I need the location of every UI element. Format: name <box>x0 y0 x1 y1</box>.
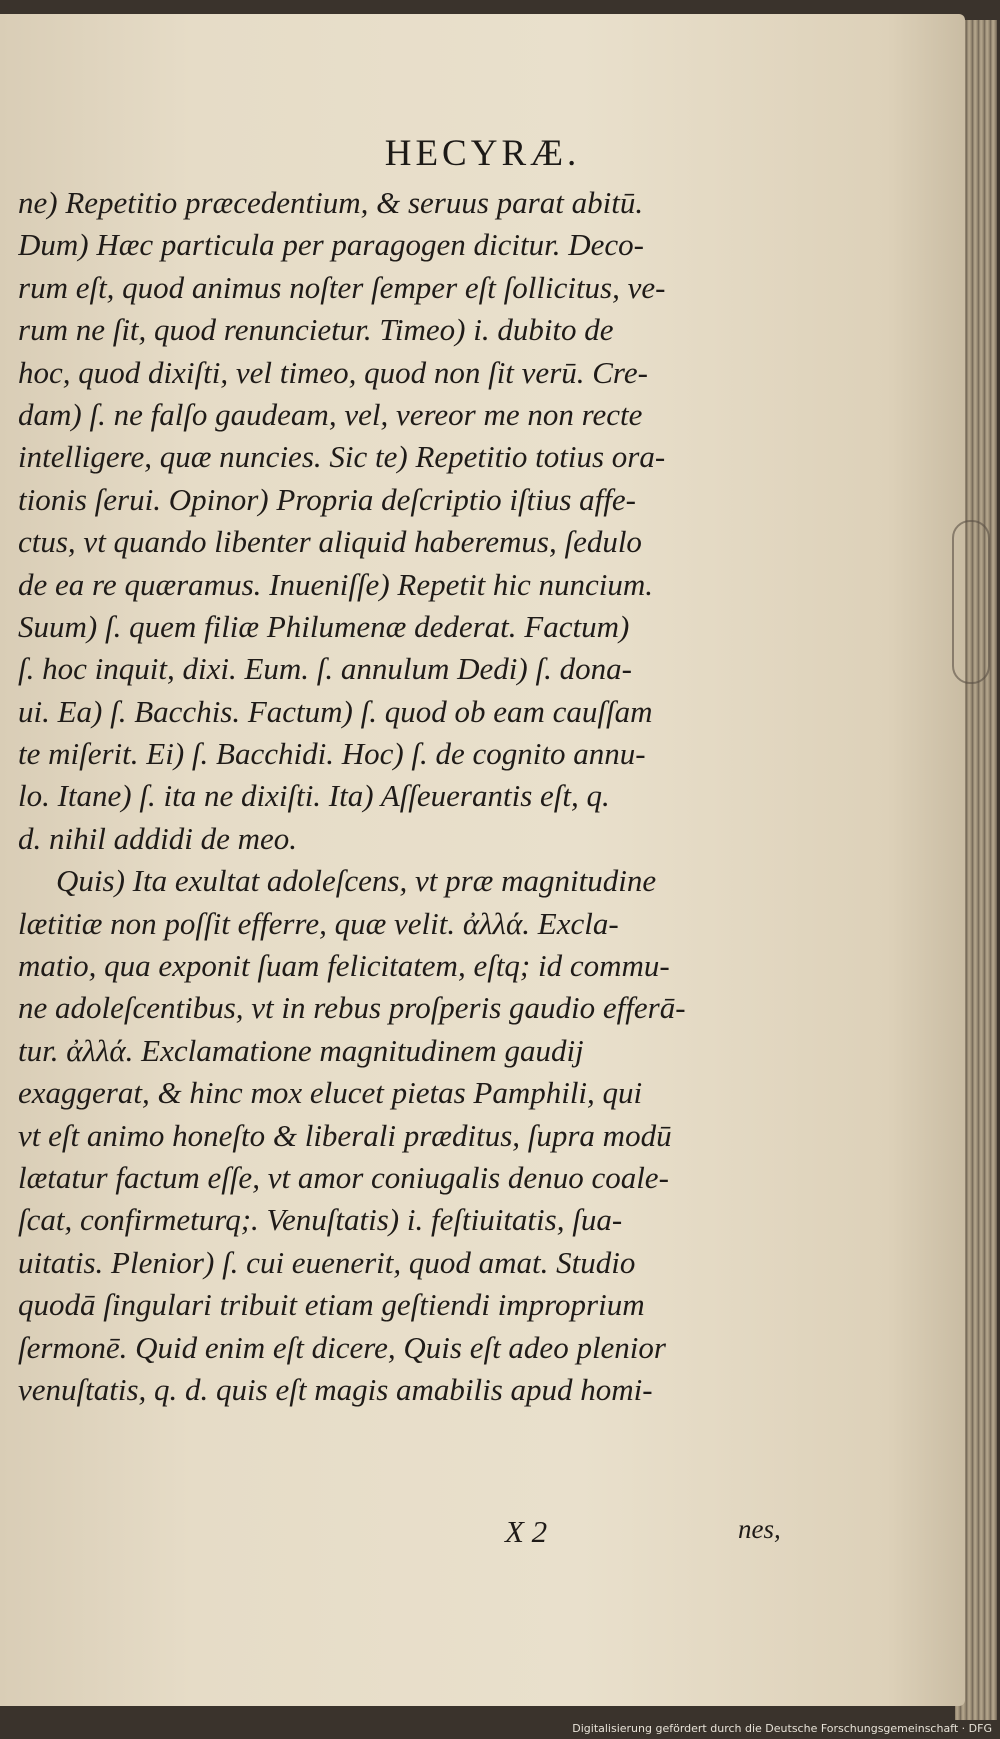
commentary-text <box>18 182 808 1411</box>
text-line: hoc, quod dixiſti, vel timeo, quod non ſit verū. Cre- <box>18 354 648 390</box>
signature-mark: X 2 <box>505 1514 548 1549</box>
text-line: venuſtatis, q. d. quis eſt magis amabilis apud homi- <box>18 1371 653 1407</box>
book-page <box>0 14 965 1706</box>
text-line: quodā ſingulari tribuit etiam geſtiendi improprium <box>18 1287 645 1323</box>
text-line: Dum) Hæc particula per paragogen dicitur. Deco- <box>18 227 644 263</box>
text-line: intelligere, quæ nuncies. Sic te) Repetitio totius ora- <box>18 439 666 475</box>
text-line: Quis) Ita exultat adoleſcens, vt præ magnitudine <box>56 863 657 899</box>
text-line: lætatur factum eſſe, vt amor coniugalis denuo coale- <box>18 1159 669 1195</box>
text-line: tionis ſerui. Opinor) Propria deſcriptio iſtius affe- <box>18 481 636 517</box>
text-line: Suum) ſ. quem filiæ Philumenæ dederat. Factum) <box>18 608 630 644</box>
text-line: dam) ſ. ne falſo gaudeam, vel, vereor me non recte <box>18 396 643 432</box>
text-line: lo. Itane) ſ. ita ne dixiſti. Ita) Aſſeuerantis eſt, q. <box>18 778 610 814</box>
text-line: lætitiæ non poſſit efferre, quæ velit. ἀλλά. Excla- <box>18 905 619 941</box>
text-line: rum ne ſit, quod renuncietur. Timeo) i. dubito de <box>18 312 614 348</box>
text-line: ne adoleſcentibus, vt in rebus proſperis gaudio efferā- <box>18 990 686 1026</box>
text-line: ſermonē. Quid enim eſt dicere, Quis eſt adeo plenior <box>18 1329 666 1365</box>
text-line: te miſerit. Ei) ſ. Bacchidi. Hoc) ſ. de cognito annu- <box>18 736 646 772</box>
text-line: ctus, vt quando libenter aliquid haberemus, ſedulo <box>18 524 642 560</box>
digitization-credit: Digitalisierung gefördert durch die Deutsche Forschungsgemeinschaft · DFG <box>572 1722 992 1735</box>
catchword: nes, <box>738 1514 781 1544</box>
page-tab-strip <box>952 520 990 684</box>
running-header: HECYRÆ. <box>384 133 581 174</box>
text-line: exaggerat, & hinc mox elucet pietas Pamphili, qui <box>18 1075 643 1111</box>
text-line: ſ. hoc inquit, dixi. Eum. ſ. annulum Dedi) ſ. dona- <box>18 651 632 687</box>
text-line: vt eſt animo honeſto & liberali præditus, ſupra modū <box>18 1117 672 1153</box>
text-line: ſcat, confirmeturq;. Venuſtatis) i. feſtiuitatis, ſua- <box>18 1202 623 1238</box>
text-line: ne) Repetitio præcedentium, & seruus parat abitū. <box>18 185 644 220</box>
page-footer <box>0 1514 965 1564</box>
text-line: tur. ἀλλά. Exclamatione magnitudinem gaudij <box>18 1032 584 1068</box>
text-line: matio, qua exponit ſuam felicitatem, eſtq; id commu- <box>18 948 670 984</box>
text-line: uitatis. Plenior) ſ. cui euenerit, quod amat. Studio <box>18 1244 636 1280</box>
text-line: de ea re quæramus. Inueniſſe) Repetit hic nuncium. <box>18 566 654 602</box>
text-line: d. nihil addidi de meo. <box>18 820 297 856</box>
text-line: ui. Ea) ſ. Bacchis. Factum) ſ. quod ob eam cauſſam <box>18 693 653 729</box>
text-line: rum eſt, quod animus noſter ſemper eſt ſollicitus, ve- <box>18 269 666 305</box>
